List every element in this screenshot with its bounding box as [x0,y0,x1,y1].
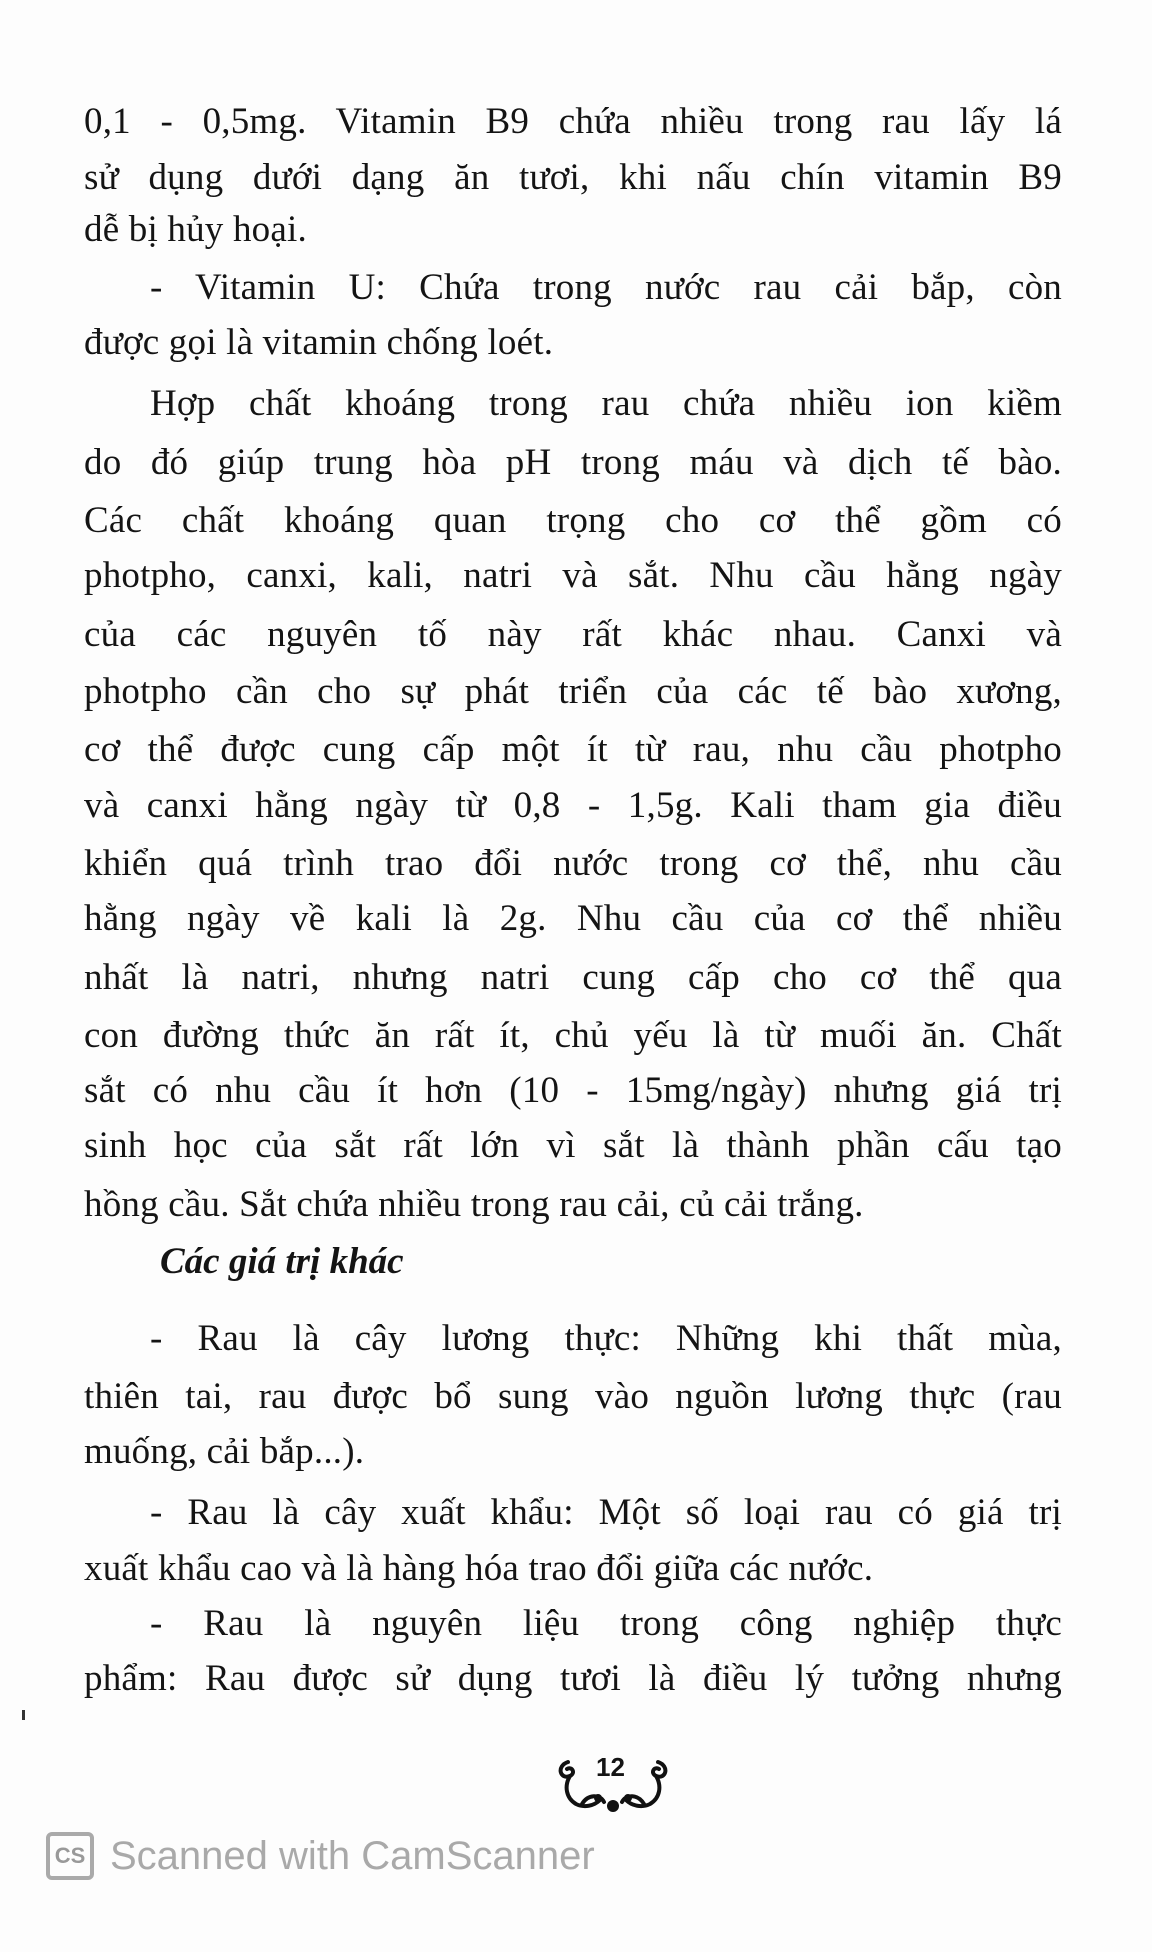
text-line: phẩm: Rau được sử dụng tươi là điều lý tưởng nhưng [84,1658,1062,1699]
section-heading: Các giá trị khác [160,1241,404,1282]
text-line: sắt có nhu cầu ít hơn (10 - 15mg/ngày) nhưng giá trị [84,1070,1062,1111]
text-line: - Vitamin U: Chứa trong nước rau cải bắp, còn [150,267,1062,308]
camscanner-watermark [46,1832,595,1880]
text-line: - Rau là cây lương thực: Những khi thất mùa, [150,1318,1062,1359]
text-line: con đường thức ăn rất ít, chủ yếu là từ muối ăn. Chất [84,1015,1062,1056]
text-line: do đó giúp trung hòa pH trong máu và dịch tế bào. [84,442,1062,483]
text-line: Các chất khoáng quan trọng cho cơ thể gồm có [84,500,1062,541]
text-line: sử dụng dưới dạng ăn tươi, khi nấu chín vitamin B9 [84,157,1062,198]
text-line: và canxi hằng ngày từ 0,8 - 1,5g. Kali tham gia điều [84,785,1062,826]
page-number-ornament [548,1752,678,1822]
watermark-text: Scanned with CamScanner [110,1833,595,1878]
text-line: 0,1 - 0,5mg. Vitamin B9 chứa nhiều trong rau lấy lá [84,101,1062,142]
scan-speck [22,1710,25,1720]
page-number: 12 [596,1752,625,1782]
text-line: hồng cầu. Sắt chứa nhiều trong rau cải, củ cải trắng. [84,1184,864,1225]
text-line: Hợp chất khoáng trong rau chứa nhiều ion kiềm [150,383,1062,424]
text-line: photpho, canxi, kali, natri và sắt. Nhu cầu hằng ngày [84,555,1062,596]
text-line: - Rau là cây xuất khẩu: Một số loại rau có giá trị [150,1492,1062,1533]
text-line: hằng ngày về kali là 2g. Nhu cầu của cơ thể nhiều [84,898,1062,939]
text-line: - Rau là nguyên liệu trong công nghiệp thực [150,1603,1062,1644]
text-line: khiển quá trình trao đổi nước trong cơ thể, nhu cầu [84,843,1062,884]
text-line: photpho cần cho sự phát triển của các tế bào xương, [84,671,1062,712]
text-line: được gọi là vitamin chống loét. [84,322,554,363]
text-line: dễ bị hủy hoại. [84,209,307,250]
text-line: muống, cải bắp...). [84,1431,365,1472]
text-line: xuất khẩu cao và là hàng hóa trao đổi giữa các nước. [84,1548,874,1589]
camscanner-logo-icon: CS [46,1832,94,1880]
text-line: cơ thể được cung cấp một ít từ rau, nhu cầu photpho [84,729,1062,770]
text-line: nhất là natri, nhưng natri cung cấp cho cơ thể qua [84,957,1062,998]
text-line: sinh học của sắt rất lớn vì sắt là thành phần cấu tạo [84,1125,1062,1166]
text-line: thiên tai, rau được bổ sung vào nguồn lương thực (rau [84,1376,1062,1417]
text-line: của các nguyên tố này rất khác nhau. Canxi và [84,614,1062,655]
